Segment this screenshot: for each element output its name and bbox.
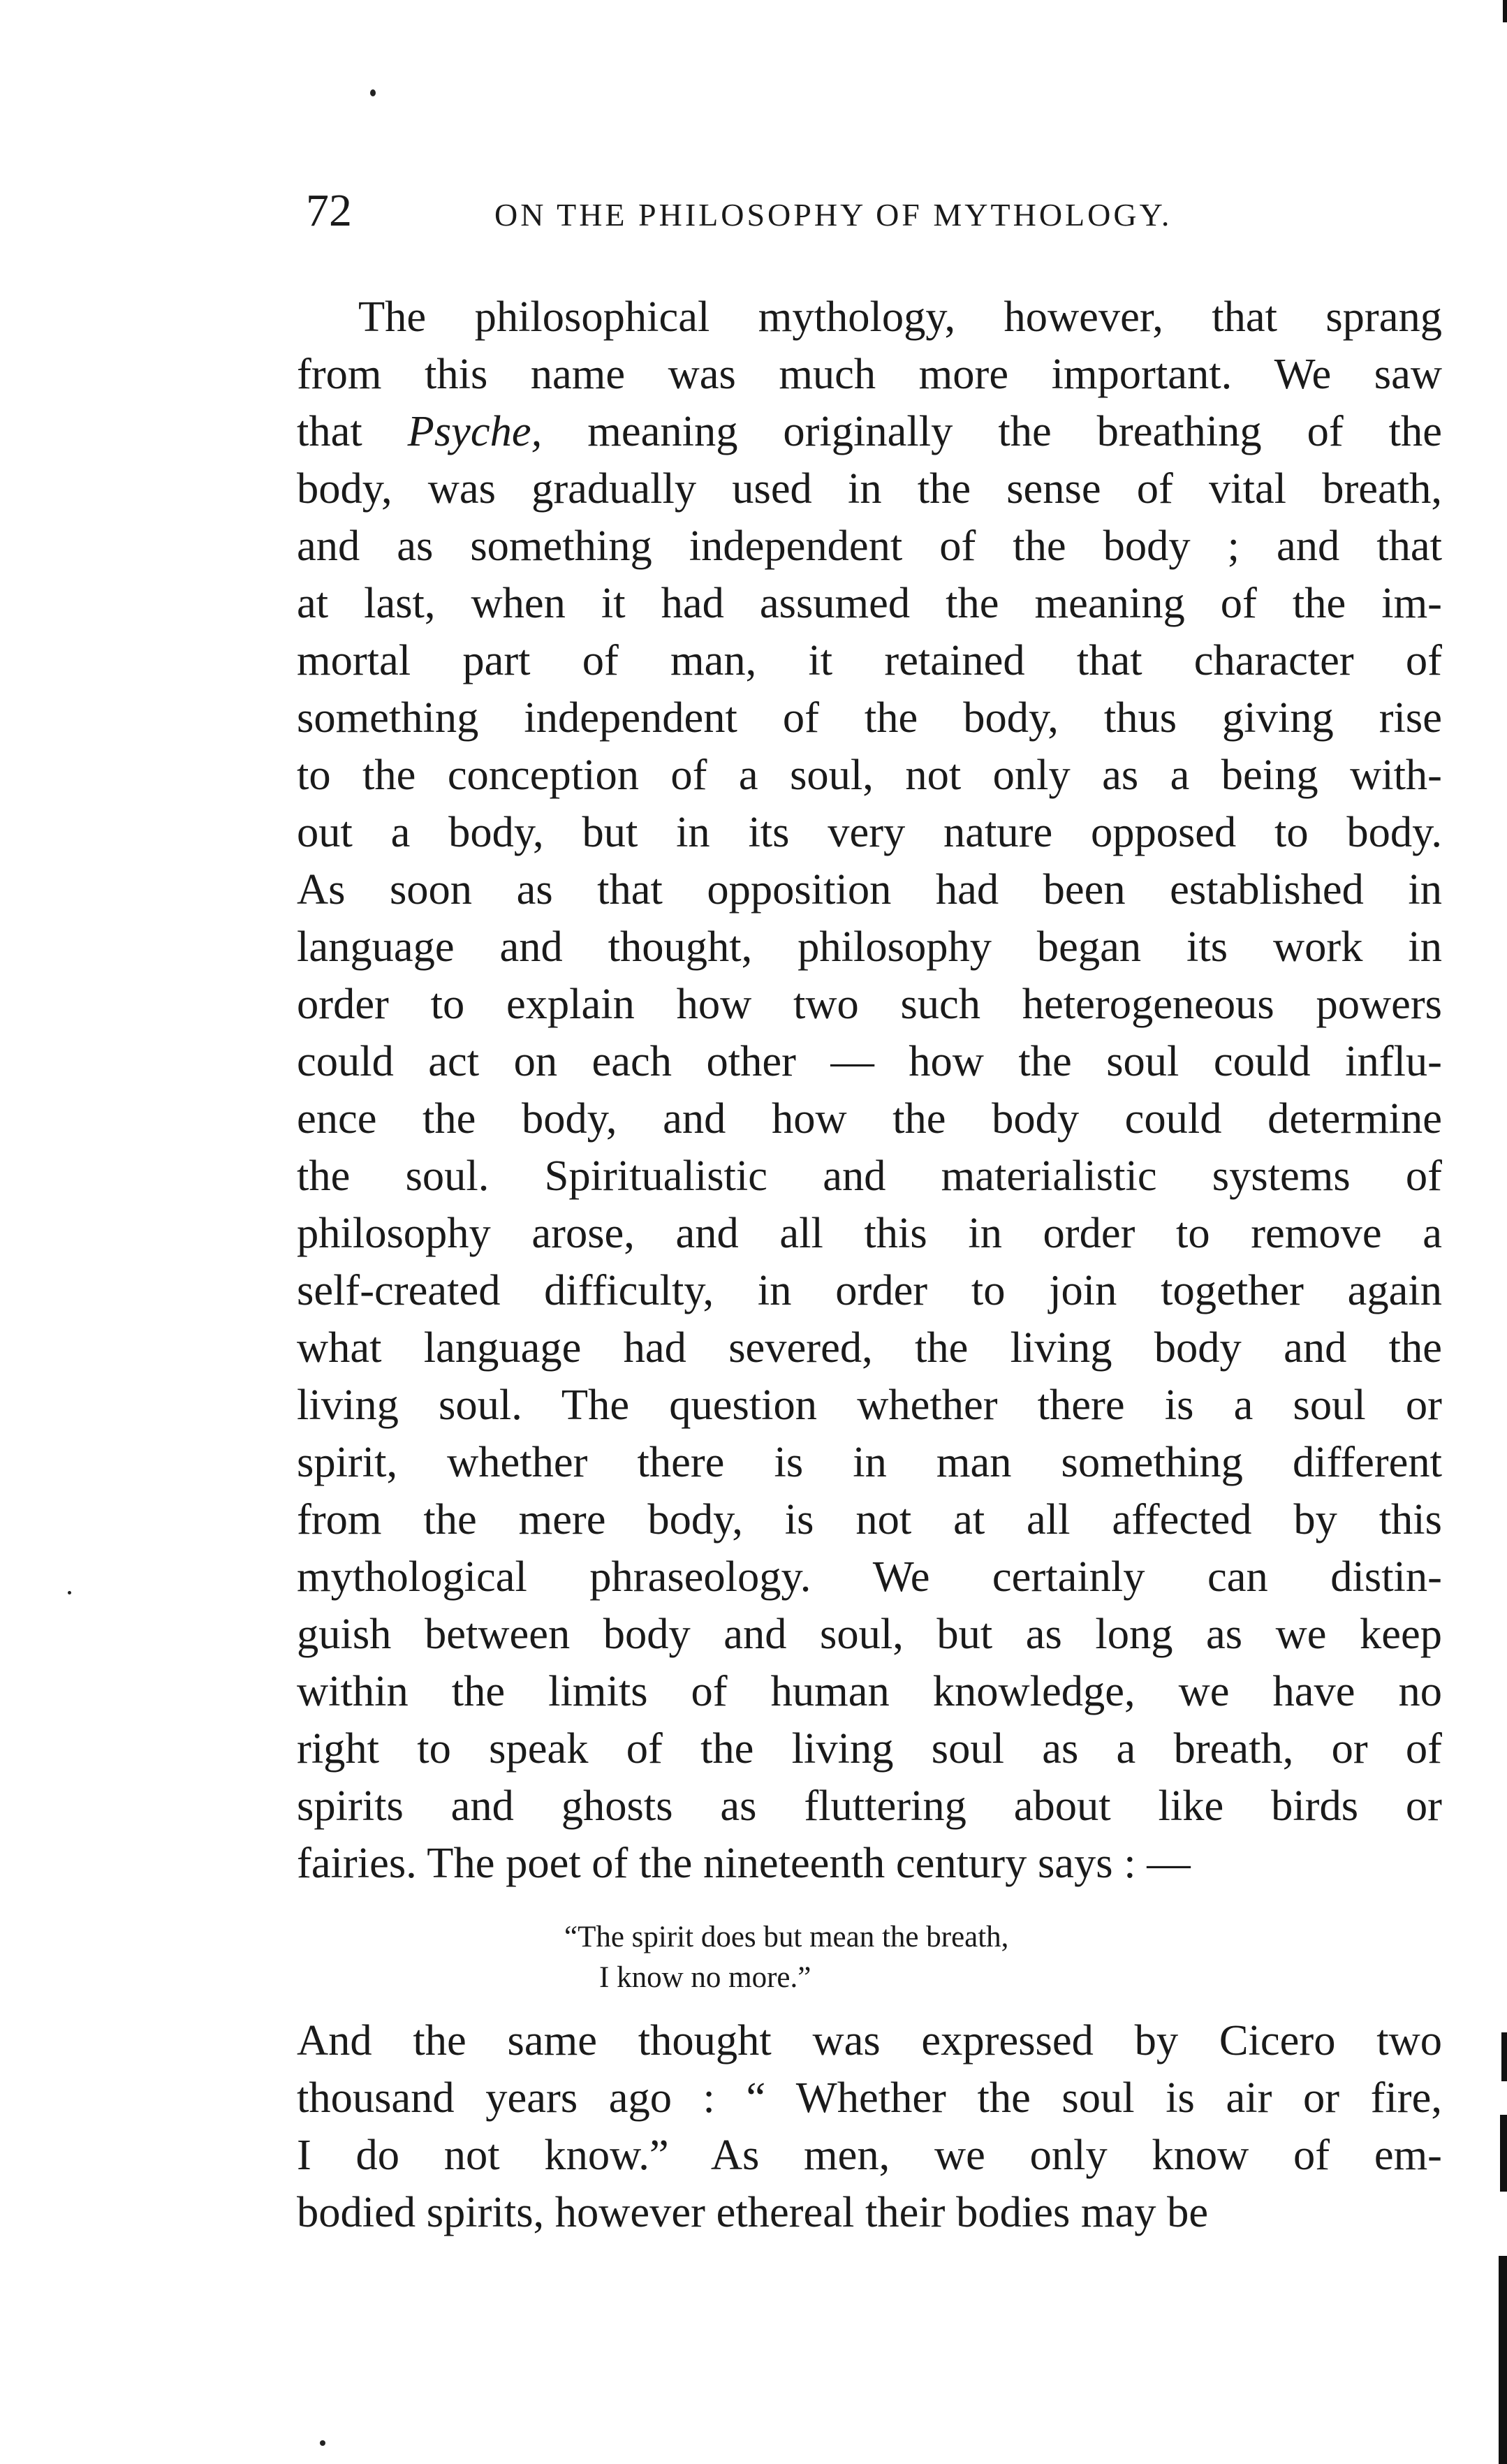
page-header — [306, 179, 1437, 243]
text-line: from the mere body, is not at all affected by this — [297, 1495, 1442, 1543]
text-line: fairies. The poet of the nineteenth century says : — — [297, 1838, 1191, 1887]
text-line: from this name was much more important. We saw — [297, 349, 1442, 398]
text-line: could act on each other — how the soul could influ- — [297, 1036, 1442, 1085]
paragraph-2 — [297, 2011, 1442, 2241]
text-line: spirits and ghosts as fluttering about like birds or — [297, 1781, 1442, 1830]
ink-speck — [370, 89, 376, 96]
page-edge-mark — [1503, 0, 1507, 22]
ink-speck — [320, 2440, 325, 2446]
text-fragment: that — [297, 406, 408, 455]
text-line: As soon as that opposition had been established in — [297, 865, 1442, 914]
text-line: and as something independent of the body ; and that — [297, 521, 1442, 570]
text-line: the soul. Spiritualistic and materialistic systems of — [297, 1151, 1442, 1200]
text-line: to the conception of a soul, not only as a being with- — [297, 750, 1442, 799]
text-line: I do not know.” As men, we only know of em- — [297, 2130, 1442, 2179]
verse-line: I know no more.” — [599, 1961, 811, 1994]
text-line: thousand years ago : “ Whether the soul is air or fire, — [297, 2073, 1442, 2122]
text-line: order to explain how two such heterogeneous powers — [297, 979, 1442, 1028]
text-line: something independent of the body, thus giving rise — [297, 693, 1442, 742]
italic-word-psyche: Psyche, — [407, 406, 543, 455]
text-line: bodied spirits, however ethereal their bodies may be — [297, 2187, 1209, 2236]
text-line: within the limits of human knowledge, we have no — [297, 1666, 1442, 1715]
running-head: ON THE PHILOSOPHY OF MYTHOLOGY. — [494, 197, 1172, 233]
text-line-with-italic — [297, 402, 1442, 460]
page-edge-mark — [1501, 2032, 1507, 2081]
text-line: body, was gradually used in the sense of vital breath, — [297, 464, 1442, 513]
verse-line: “The spirit does but mean the breath, — [564, 1921, 1009, 1953]
text-line: mythological phraseology. We certainly can distin- — [297, 1552, 1442, 1601]
paragraph-1 — [297, 288, 1442, 1891]
page-edge-mark — [1500, 2115, 1507, 2192]
text-line: guish between body and soul, but as long as we keep — [297, 1609, 1442, 1658]
text-line: The philosophical mythology, however, that sprang — [358, 292, 1442, 341]
ink-speck — [68, 1591, 71, 1594]
text-line: And the same thought was expressed by Cicero two — [297, 2016, 1442, 2065]
text-line: what language had severed, the living body and the — [297, 1323, 1442, 1372]
page-number: 72 — [306, 185, 352, 236]
text-line: self-created difficulty, in order to join together again — [297, 1266, 1442, 1314]
verse-quotation — [564, 1917, 1008, 1998]
text-line: philosophy arose, and all this in order to remove a — [297, 1208, 1442, 1257]
page-edge-mark — [1499, 2256, 1507, 2464]
text-line: living soul. The question whether there is a soul or — [297, 1380, 1442, 1429]
text-line: mortal part of man, it retained that character of — [297, 636, 1442, 684]
text-line: out a body, but in its very nature opposed to body. — [297, 807, 1442, 856]
text-line: at last, when it had assumed the meaning of the im- — [297, 578, 1442, 627]
text-fragment: meaning originally the breathing of the — [542, 406, 1442, 455]
text-line: language and thought, philosophy began its work in — [297, 922, 1442, 971]
text-line: spirit, whether there is in man something different — [297, 1437, 1442, 1486]
text-line: ence the body, and how the body could determine — [297, 1094, 1442, 1143]
text-line: right to speak of the living soul as a breath, or of — [297, 1724, 1442, 1773]
